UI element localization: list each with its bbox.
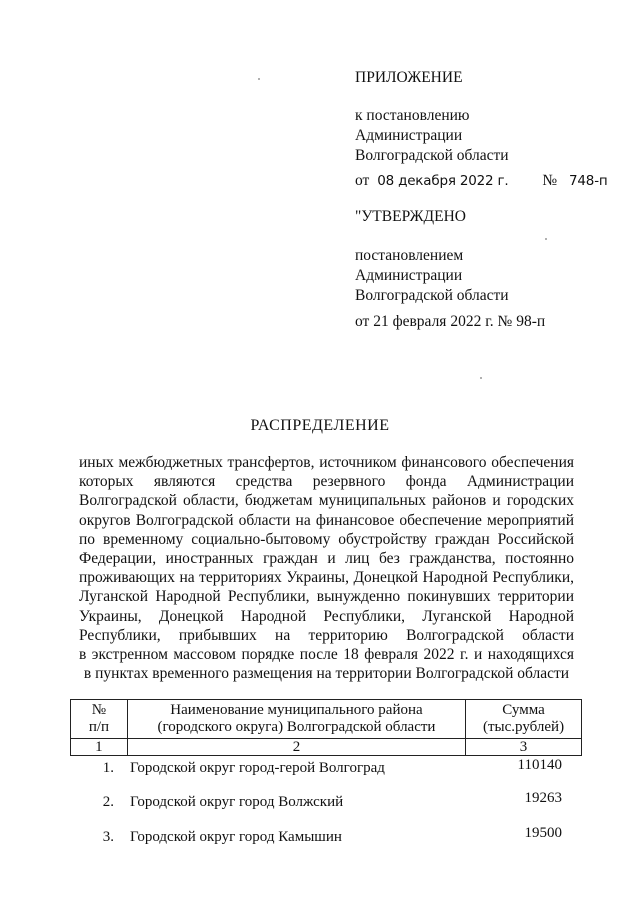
row-number: 3.: [102, 829, 114, 845]
date-value: 08 декабря 2022 г.: [377, 173, 509, 189]
approved-line-2: Администрации: [355, 267, 463, 284]
paragraph-line: в пунктах временного размещения на территории Волгоградской области: [83, 665, 570, 683]
approved-line-1: постановлением: [355, 247, 464, 264]
appendix-line-3: Волгоградской области: [355, 147, 509, 164]
paragraph-line: Республики, прибывших на территорию Волгоградской области: [79, 626, 574, 644]
index-cell: 1: [71, 739, 128, 756]
header-name-line-2: (городского округа) Волгоградской области: [157, 719, 436, 735]
appendix-line-1: к постановлению: [355, 107, 470, 124]
header-name-line-1: Наименование муниципального района: [170, 702, 423, 718]
row-name: Городской округ город Волжский: [130, 794, 344, 810]
paragraph-line: иных межбюджетных трансфертов, источником финансового обеспечения: [79, 454, 574, 471]
appendix-reference: [355, 106, 509, 166]
header-sum-line-1: Сумма: [502, 702, 545, 718]
heading-description: [79, 453, 574, 683]
header-sum-line-2: (тыс.рублей): [483, 719, 565, 735]
approved-block: [355, 207, 466, 227]
row-name: Городской округ город Камышин: [130, 829, 342, 845]
appendix-date-line: [355, 172, 608, 190]
paragraph-line: проживающих на территориях Украины, Донецкой Народной Республики,: [79, 569, 574, 587]
paragraph-line: в экстренном массовом порядке после 18 февраля 2022 г. и находящихся: [79, 646, 574, 664]
table-row: [70, 790, 582, 814]
row-number: 2.: [102, 794, 114, 810]
approved-reference: [355, 246, 509, 306]
approved-title: "УТВЕРЖДЕНО: [355, 208, 466, 225]
number-prefix: №: [542, 172, 558, 189]
approved-date-block: [355, 312, 545, 332]
appendix-line-2: Администрации: [355, 127, 463, 144]
header-sum: [466, 700, 582, 739]
date-prefix: от: [355, 172, 370, 189]
index-cell: 2: [127, 739, 465, 756]
number-value: 748-п: [569, 173, 608, 189]
row-sum: 110140: [517, 757, 562, 773]
paragraph-line: Украины, Донецкой Народной Республики, Луганской Народной: [79, 607, 574, 625]
paragraph-line: Волгоградской области, бюджетам муниципальных районов и городских: [79, 492, 574, 510]
row-name: Городской округ город-герой Волгоград: [130, 760, 385, 776]
approved-date-line: от 21 февраля 2022 г. № 98-п: [355, 313, 546, 330]
paragraph-line: Луганской Народной Республики, вынужденно покинувших территории: [79, 588, 574, 606]
appendix-title: ПРИЛОЖЕНИЕ: [355, 69, 463, 86]
table-row: [70, 825, 582, 849]
paragraph-line: округов Волгоградской области на финансовое обеспечение мероприятий: [79, 511, 574, 529]
distribution-table-header: [70, 699, 582, 756]
paragraph-line: по временному социально-бытовому обустройству граждан Российской: [79, 530, 574, 548]
paragraph-line: которых являются средства резервного фонда Администрации: [79, 473, 574, 491]
paragraph-line: Федерации, иностранных граждан и лиц без гражданства, постоянно: [79, 550, 574, 568]
header-name: [127, 700, 465, 739]
row-sum: 19500: [524, 825, 562, 841]
document-heading: РАСПРЕДЕЛЕНИЕ: [250, 417, 390, 434]
row-sum: 19263: [524, 790, 562, 806]
header-number: [71, 700, 128, 739]
table-row: [70, 757, 582, 780]
appendix-block: [355, 68, 463, 88]
scan-speck: [258, 78, 260, 80]
approved-line-3: Волгоградской области: [355, 287, 509, 304]
header-number-line-1: №: [91, 702, 107, 718]
table-header-row: [71, 700, 582, 739]
scan-speck: [480, 377, 482, 379]
table-index-row: [71, 739, 582, 756]
header-number-line-2: п/п: [88, 719, 110, 735]
scan-speck: [545, 238, 547, 240]
row-number: 1.: [102, 760, 114, 776]
index-cell: 3: [466, 739, 582, 756]
